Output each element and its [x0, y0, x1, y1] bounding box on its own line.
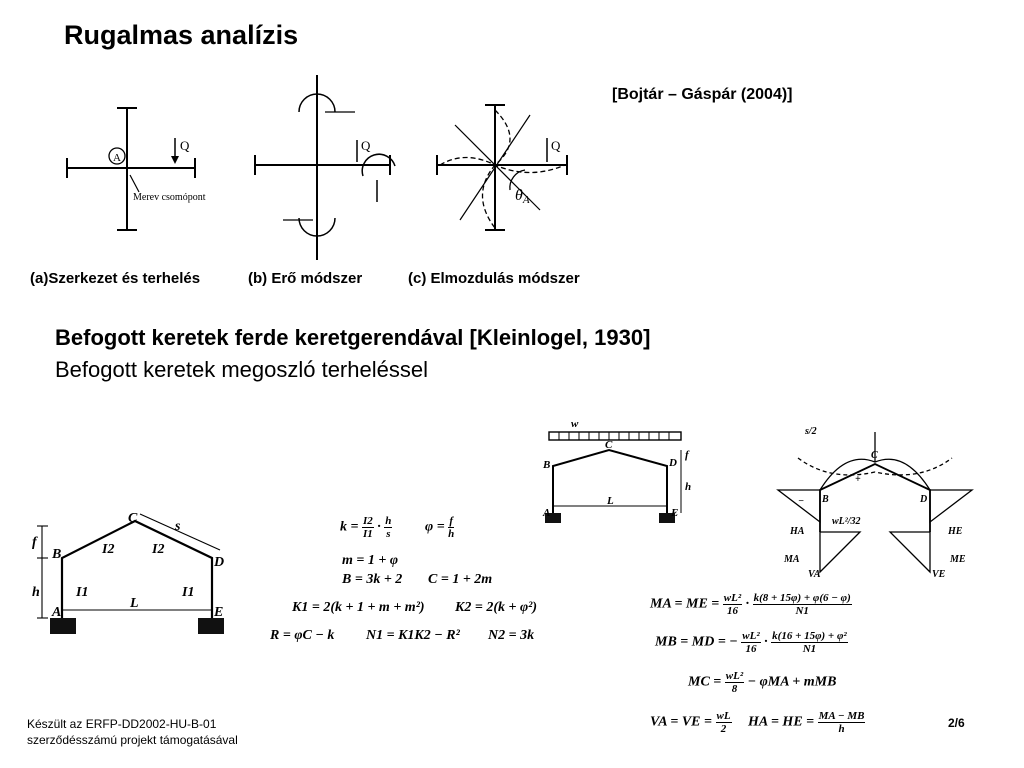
support-A	[50, 618, 76, 634]
label-HE: HE	[948, 526, 963, 537]
node-E: E	[214, 605, 224, 620]
page-number: 2/6	[948, 716, 965, 730]
label-MA: MA	[784, 554, 800, 565]
node-D-r: D	[669, 457, 677, 469]
label-plus: +	[855, 474, 861, 485]
label-minus: −	[798, 496, 805, 507]
formula-K1: K1 = 2(k + 1 + m + m²)	[292, 600, 425, 615]
formula-N2: N2 = 3k	[488, 628, 535, 643]
node-B-r: B	[543, 459, 551, 471]
dim-L-r: L	[607, 495, 614, 507]
formula-C: C = 1 + 2m	[428, 572, 493, 587]
footer-line-2: szerződésszámú projekt támogatásával	[27, 733, 238, 747]
member-I1-right: I1	[182, 585, 195, 600]
footer-line-1: Készült az ERFP-DD2002-HU-B-01	[27, 717, 217, 731]
node-C: C	[128, 511, 138, 526]
label-D-m: D	[920, 494, 928, 505]
formula-N1: N1 = K1K2 − R²	[366, 628, 460, 643]
node-C-r: C	[605, 439, 613, 451]
formula-VA: VA = VE = $\frac{wL}{2}$	[650, 710, 731, 735]
label-VA: VA	[808, 569, 821, 580]
node-A: A	[52, 605, 62, 620]
dim-f: f	[32, 535, 37, 550]
dim-h: h	[32, 585, 40, 600]
node-B: B	[52, 547, 62, 562]
formula-B: B = 3k + 2	[342, 572, 403, 587]
member-I2-right: I2	[152, 542, 165, 557]
node-D: D	[214, 555, 225, 570]
support-E	[198, 618, 224, 634]
dim-L: L	[130, 596, 139, 611]
node-E-r: E	[671, 507, 679, 519]
caption-b: (b) Erő módszer	[248, 270, 363, 287]
label-s2: s/2	[805, 426, 817, 437]
formula-MA: MA = ME = $\frac{\text{wL²}}{16}$ · $\frac{k(8 + 15\varphi) + \varphi(6 - \varphi)}{N1}$	[650, 592, 851, 617]
member-I1-left: I1	[76, 585, 89, 600]
label-HA: HA	[790, 526, 805, 537]
moment-diagram	[770, 422, 985, 582]
label-B-m: B	[822, 494, 829, 505]
formula-HA: HA = HE = $\frac{MA - MB}{h}$	[748, 710, 865, 735]
label-VE: VE	[932, 569, 946, 580]
formula-k: k = $\frac{I2}{I1}$ · $\frac{h}{s}$	[340, 515, 392, 540]
label-theta: θA	[515, 187, 530, 206]
formula-m: m = 1 + φ	[342, 553, 399, 568]
load-w: w	[571, 418, 579, 430]
frame-left-diagram	[30, 508, 245, 638]
slide-title: Rugalmas analízis	[64, 20, 299, 50]
label-Q-c: Q	[551, 138, 561, 153]
label-Q-a: Q	[180, 138, 190, 153]
formula-MB: MB = MD = − $\frac{\text{wL²}}{16}$ · $\frac{\text{k(16 + 15φ) + φ²}}{N1}$	[655, 630, 847, 655]
formula-R: R = φC − k	[270, 628, 335, 643]
dim-h-r: h	[685, 481, 692, 493]
formula-phi: φ = $\frac{f}{h}$	[425, 515, 455, 540]
label-C-m: C	[871, 450, 878, 461]
label-wl32: wL²/32	[832, 516, 861, 527]
top-figures	[55, 70, 595, 265]
frame-right-diagram	[535, 418, 695, 530]
reference: [Bojtár – Gáspár (2004)]	[612, 86, 793, 103]
dim-f-r: f	[685, 449, 689, 461]
formula-K2: K2 = 2(k + φ²)	[455, 600, 538, 615]
formula-MC: MC = $\frac{\text{wL²}}{8}$ − φMA + mMB	[688, 670, 837, 695]
member-I2-left: I2	[102, 542, 115, 557]
label-Q-b: Q	[361, 138, 371, 153]
label-A: A	[113, 152, 121, 164]
caption-a: (a)Szerkezet és terhelés	[30, 270, 201, 287]
label-merev: Merev csomópont	[133, 192, 206, 203]
footer-text	[27, 716, 238, 748]
node-A-r: A	[543, 507, 551, 519]
section-heading: Befogott keretek ferde keretgerendával [Kleinlogel, 1930]	[55, 325, 651, 350]
section-subheading: Befogott keretek megoszló terheléssel	[55, 357, 428, 382]
label-ME: ME	[950, 554, 966, 565]
caption-c: (c) Elmozdulás módszer	[408, 270, 580, 287]
dim-s: s	[175, 519, 181, 534]
